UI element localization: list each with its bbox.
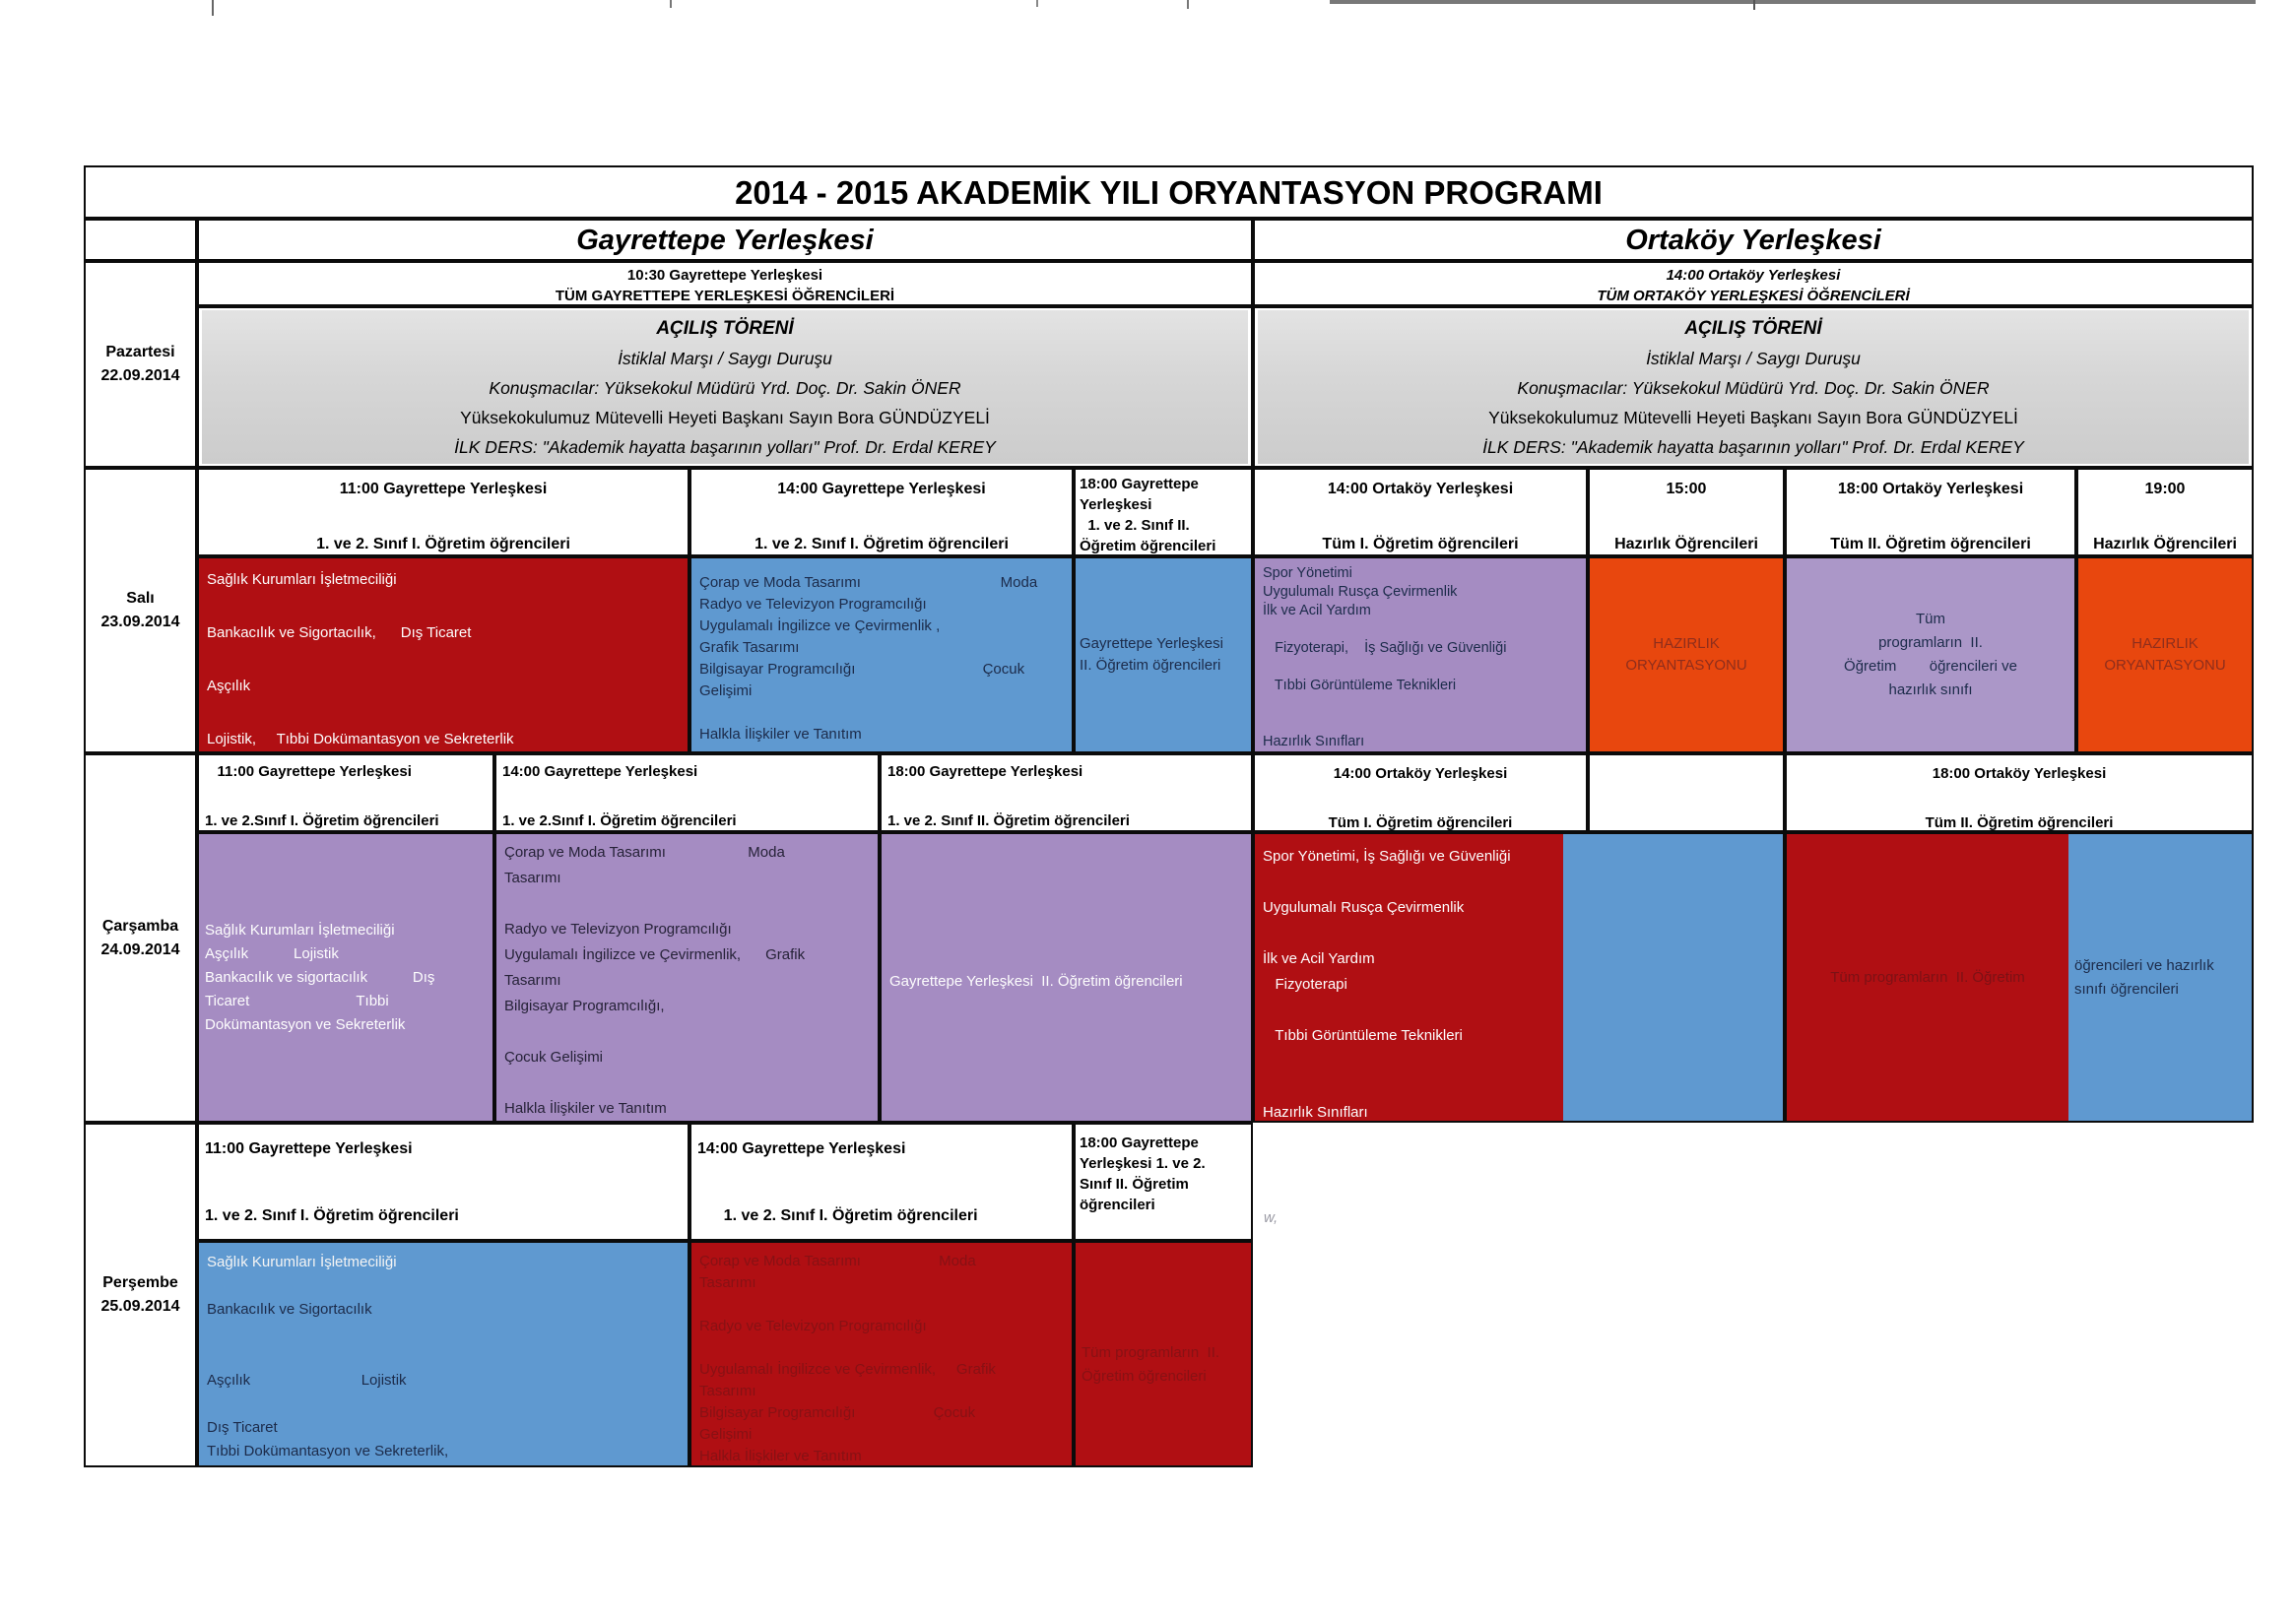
- header-lines: 19:00 Hazırlık Öğrencileri: [2093, 481, 2237, 552]
- thursday-g1-cell: [197, 1241, 689, 1467]
- day-date: 23.09.2014: [100, 614, 180, 630]
- wednesday-g3-header: [880, 753, 1253, 832]
- header-lines: 18:00 Ortaköy Yerleşkesi Tüm II. Öğretim öğrencileri: [1830, 481, 2031, 552]
- day-cell-carsamba: [84, 753, 197, 1123]
- header-lines: 18:00 Ortaköy Yerleşkesi Tüm II. Öğretim öğrencileri: [1925, 765, 2114, 831]
- session-lines: Spor Yönetimi Uygulumalı Rusça Çevirmenlik İlk ve Acil Yardım Fizyoterapi, İş Sağlığı ve Güvenliği Tıbbi Görüntüleme Teknikleri Hazırlık Sınıfları: [1263, 565, 1507, 749]
- scan-tick: [670, 0, 672, 8]
- wednesday-g2-cell: [494, 832, 880, 1123]
- campus-gayrettepe-text: Gayrettepe Yerleşkesi: [576, 225, 874, 256]
- monday-gayrettepe-session-header: [197, 261, 1253, 306]
- ceremony-box-ortakoy: AÇILIŞ TÖRENİ İstiklal Marşı / Saygı Duruşu Konuşmacılar: Yüksekokul Müdürü Yrd. Doç. Dr. Sakin ÖNER Yüksekokulumuz Mütevelli Heyeti Başkanı Sayın Bora GÜNDÜZYELİ İLK DERS: "Akademik hayatta başarının yolları" Prof. Dr. Erdal KEREY: [1258, 310, 2249, 464]
- hazirlik-oryantasyonu-label: HAZIRLIK ORYANTASYONU: [1625, 635, 1747, 674]
- header-lines: 15:00 Hazırlık Öğrencileri: [1614, 481, 1758, 552]
- corner-stub-cell: [84, 219, 197, 261]
- tuesday-g2-header: [689, 468, 1074, 556]
- session-lines: Tüm programların II. Öğretim öğrencileri ve hazırlık sınıfı: [1844, 611, 2017, 698]
- thursday-g3-header: [1074, 1123, 1253, 1241]
- header-lines: 14:00 Ortaköy Yerleşkesi Tüm I. Öğretim öğrencileri: [1322, 481, 1519, 552]
- day-cell-sali: [84, 468, 197, 753]
- page-title-text: 2014 - 2015 AKADEMİK YILI ORYANTASYON PROGRAMI: [735, 174, 1603, 211]
- wednesday-o3-header: [1785, 753, 2254, 832]
- day-date: 22.09.2014: [100, 367, 180, 384]
- header-lines: 11:00 Gayrettepe Yerleşkesi 1. ve 2. Sınıf I. Öğretim öğrencileri: [205, 1140, 459, 1224]
- red-text-overlay: [1787, 834, 2068, 1121]
- header-lines: 14:00 Ortaköy Yerleşkesi Tüm I. Öğretim öğrencileri: [1328, 765, 1513, 831]
- tuesday-o4-cell: [2076, 556, 2254, 753]
- scan-tick: [212, 0, 214, 16]
- session-lines: Çorap ve Moda Tasarımı Moda Tasarımı Radyo ve Televizyon Programcılığı Uygulamalı İngilizce ve Çevirmenlik, Grafik Tasarımı Bilgisayar Programcılığı Çocuk Gelişimi Halkla İlişkiler ve Tanıtım: [699, 1253, 996, 1464]
- monday-ortakoy-ceremony-cell: [1253, 306, 2254, 468]
- monday-ortakoy-header-lines: 14:00 Ortaköy Yerleşkesi TÜM ORTAKÖY YERLEŞKESİ ÖĞRENCİLERİ: [1597, 267, 1910, 304]
- day-name: Salı: [126, 590, 155, 607]
- day-name: Çarşamba: [101, 917, 179, 935]
- session-lines: öğrencileri ve hazırlık sınıfı öğrencileri: [2074, 956, 2214, 998]
- thursday-g1-header: [197, 1123, 689, 1241]
- tuesday-o1-cell: [1253, 556, 1588, 753]
- day-name: Pazartesi: [105, 344, 175, 360]
- handwritten-mark: w,: [1264, 1209, 1279, 1226]
- hazirlik-oryantasyonu-label: HAZIRLIK ORYANTASYONU: [2104, 635, 2226, 674]
- tuesday-o3-header: [1785, 468, 2076, 556]
- wednesday-o1-cell: [1253, 832, 1785, 1123]
- header-lines: 18:00 Gayrettepe Yerleşkesi 1. ve 2. Sınıf II. Öğretim öğrencileri: [1080, 476, 1216, 554]
- tuesday-g1-cell: [197, 556, 689, 753]
- wednesday-g1-cell: [197, 832, 494, 1123]
- tuesday-g3-header: [1074, 468, 1253, 556]
- header-lines: 18:00 Gayrettepe Yerleşkesi 1. ve 2. Sınıf II. Öğretim öğrencileri: [1080, 1135, 1206, 1213]
- tuesday-g3-cell: [1074, 556, 1253, 753]
- tuesday-o3-cell: [1785, 556, 2076, 753]
- monday-ortakoy-session-header: [1253, 261, 2254, 306]
- monday-gayrettepe-ceremony-cell: [197, 306, 1253, 468]
- session-lines: Sağlık Kurumları İşletmeciliği Aşçılık Lojistik Bankacılık ve sigortacılık Dış Ticaret Tıbbi Dokümantasyon ve Sekreterlik: [205, 921, 435, 1033]
- thursday-g3-cell: [1074, 1241, 1253, 1467]
- header-lines: 18:00 Gayrettepe Yerleşkesi 1. ve 2. Sınıf II. Öğretim öğrencileri: [887, 763, 1130, 829]
- tuesday-g1-header: [197, 468, 689, 556]
- wednesday-o-mid-header-empty: [1588, 753, 1785, 832]
- session-lines: Gayrettepe Yerleşkesi II. Öğretim öğrencileri: [1080, 635, 1223, 674]
- day-cell-pazartesi: [84, 261, 197, 468]
- wednesday-g3-cell: [880, 832, 1253, 1123]
- wednesday-o1-header: [1253, 753, 1588, 832]
- tuesday-o2-cell: [1588, 556, 1785, 753]
- day-date: 24.09.2014: [100, 940, 180, 958]
- scan-tick: [1753, 0, 1755, 10]
- session-lines: Çorap ve Moda Tasarımı Moda Radyo ve Televizyon Programcılığı Uygulamalı İngilizce ve Çevirmenlik , Grafik Tasarımı Bilgisayar Programcılığı Çocuk Gelişimi Halkla İlişkiler ve Tanıtım: [699, 574, 1038, 743]
- tuesday-g2-cell: [689, 556, 1074, 753]
- campus-ortakoy-text: Ortaköy Yerleşkesi: [1625, 225, 1881, 256]
- page-title: [84, 165, 2254, 219]
- session-lines: Çorap ve Moda Tasarımı Moda Tasarımı Radyo ve Televizyon Programcılığı Uygulamalı İngilizce ve Çevirmenlik, Grafik Tasarımı Bilgisayar Programcılığı, Çocuk Gelişimi Halkla İlişkiler ve Tanıtım: [504, 844, 806, 1117]
- tuesday-o1-header: [1253, 468, 1588, 556]
- wednesday-o3-cell: [1785, 832, 2254, 1123]
- scan-tick: [1187, 0, 1189, 9]
- session-lines: Sağlık Kurumları İşletmeciliği Bankacılık ve Sigortacılık Aşçılık Lojistik Dış Ticaret Tıbbi Dokümantasyon ve Sekreterlik,: [207, 1254, 449, 1459]
- day-date: 25.09.2014: [100, 1298, 180, 1315]
- campus-header-gayrettepe: [197, 219, 1253, 261]
- day-name: Perşembe: [102, 1274, 178, 1291]
- session-text-overlay: [1255, 834, 1783, 1121]
- wednesday-g1-header: [197, 753, 494, 832]
- session-lines: Sağlık Kurumları İşletmeciliği Bankacılık ve Sigortacılık, Dış Ticaret Aşçılık Lojistik, Tıbbi Dokümantasyon ve Sekreterlik: [207, 571, 514, 747]
- campus-header-ortakoy: [1253, 219, 2254, 261]
- scan-streak: [1330, 0, 2256, 4]
- header-lines: 11:00 Gayrettepe Yerleşkesi 1. ve 2. Sınıf I. Öğretim öğrencileri: [316, 481, 570, 552]
- session-lines: Gayrettepe Yerleşkesi II. Öğretim öğrencileri: [889, 972, 1183, 990]
- header-lines: 14:00 Gayrettepe Yerleşkesi 1. ve 2. Sınıf I. Öğretim öğrencileri: [697, 1140, 978, 1224]
- thursday-g2-cell: [689, 1241, 1074, 1467]
- tuesday-o4-header: [2076, 468, 2254, 556]
- session-lines: Tüm programların II. Öğretim öğrencileri: [1082, 1344, 1220, 1385]
- blue-text-overlay: [2068, 834, 2252, 1121]
- session-lines: Spor Yönetimi, İş Sağlığı ve Güvenliği Uygulumalı Rusça Çevirmenlik İlk ve Acil Yardım Fizyoterapi Tıbbi Görüntüleme Teknikleri Hazırlık Sınıfları: [1263, 848, 1511, 1121]
- header-lines: 14:00 Gayrettepe Yerleşkesi 1. ve 2.Sınıf I. Öğretim öğrencileri: [502, 763, 737, 829]
- header-lines: 11:00 Gayrettepe Yerleşkesi 1. ve 2.Sınıf I. Öğretim öğrencileri: [205, 763, 439, 829]
- wednesday-g2-header: [494, 753, 880, 832]
- thursday-g2-header: [689, 1123, 1074, 1241]
- ceremony-box-gayrettepe: AÇILIŞ TÖRENİ İstiklal Marşı / Saygı Duruşu Konuşmacılar: Yüksekokul Müdürü Yrd. Doç. Dr. Sakin ÖNER Yüksekokulumuz Mütevelli Heyeti Başkanı Sayın Bora GÜNDÜZYELİ İLK DERS: "Akademik hayatta başarının yolları" Prof. Dr. Erdal KEREY: [202, 310, 1248, 464]
- monday-gayrettepe-header-lines: 10:30 Gayrettepe Yerleşkesi TÜM GAYRETTEPE YERLEŞKESİ ÖĞRENCİLERİ: [555, 267, 895, 304]
- session-lines: Tüm programların II. Öğretim: [1830, 968, 2025, 986]
- tuesday-o2-header: [1588, 468, 1785, 556]
- day-cell-persembe: [84, 1123, 197, 1467]
- header-lines: 14:00 Gayrettepe Yerleşkesi 1. ve 2. Sınıf I. Öğretim öğrencileri: [754, 481, 1009, 552]
- scan-tick: [1036, 0, 1038, 7]
